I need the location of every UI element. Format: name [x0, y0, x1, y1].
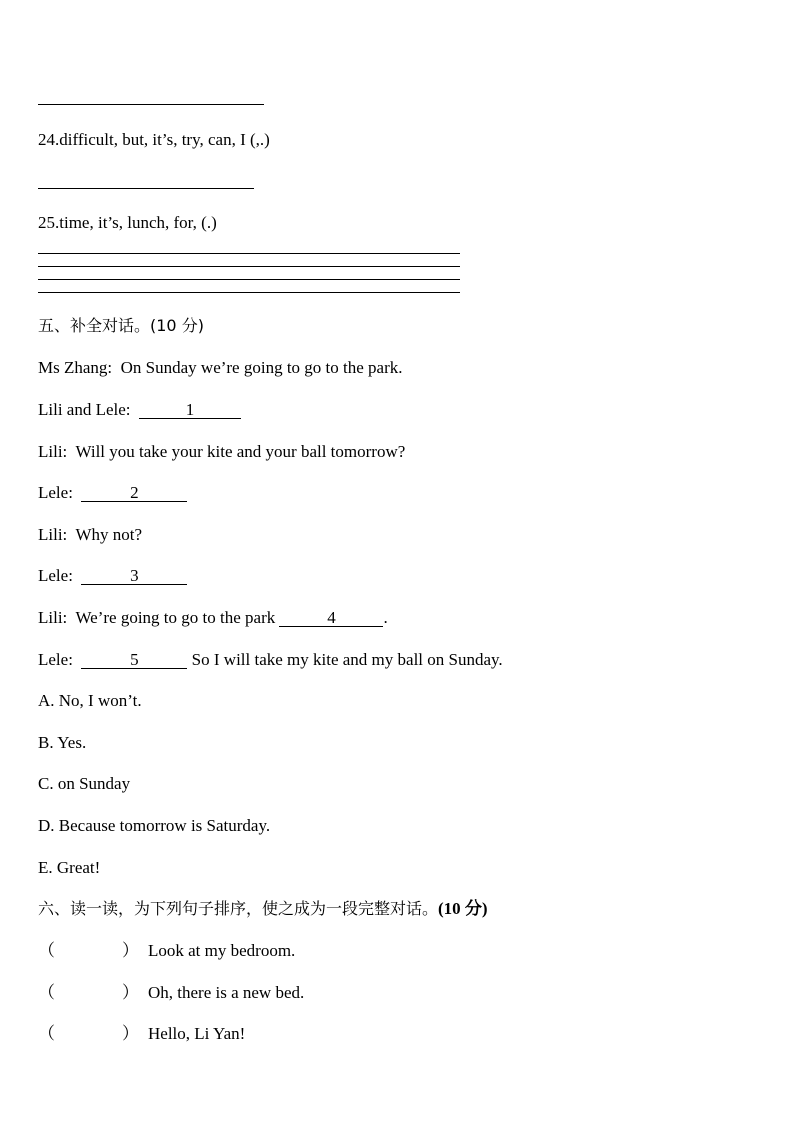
speaker-label: Lili:: [38, 608, 68, 627]
dialogue-line-2: [38, 400, 241, 420]
answer-line-25d: [38, 292, 460, 293]
close-paren: ）: [122, 1024, 139, 1043]
section-6-score: (10 分): [438, 899, 488, 918]
answer-blank-3[interactable]: 3: [81, 567, 187, 585]
ordering-item-2: [38, 983, 304, 1003]
speaker-label: Lele:: [38, 650, 73, 669]
answer-line-24: [38, 188, 254, 189]
punctuation: .: [383, 608, 388, 627]
option-e: E. Great!: [38, 858, 101, 877]
speaker-label: Lele:: [38, 483, 73, 502]
dialogue-text: Why not?: [75, 525, 143, 544]
dialogue-text: So I will take my kite and my ball on Sunday.: [191, 650, 503, 669]
section-5-heading: 五、补全对话。(10 分): [38, 316, 204, 335]
dialogue-text: On Sunday we’re going to go to the park.: [120, 358, 403, 377]
answer-blank-5[interactable]: 5: [81, 651, 187, 669]
answer-blank-4[interactable]: 4: [279, 609, 383, 627]
answer-line-23: [38, 104, 264, 105]
ordering-text: Oh, there is a new bed.: [148, 983, 305, 1002]
dialogue-line-8: [38, 650, 503, 670]
section-6-title: 六、读一读，为下列句子排序，使之成为一段完整对话。: [38, 899, 439, 918]
answer-line-25c: [38, 279, 460, 280]
speaker-label: Lili:: [38, 525, 68, 544]
close-paren: ）: [122, 941, 139, 960]
dialogue-text: We’re going to go to the park: [75, 608, 276, 627]
dialogue-text: Will you take your kite and your ball tomorrow?: [75, 442, 406, 461]
dialogue-line-6: [38, 566, 187, 586]
dialogue-line-4: [38, 483, 187, 503]
answer-line-25b: [38, 266, 460, 267]
option-d: D. Because tomorrow is Saturday.: [38, 816, 271, 835]
question-24: 24.difficult, but, it’s, try, can, I (,.): [38, 130, 270, 149]
ordering-item-3: [38, 1024, 245, 1044]
section-6-heading: [38, 899, 488, 919]
speaker-label: Lele:: [38, 566, 73, 585]
ordering-item-1: [38, 941, 295, 961]
answer-blank-2[interactable]: 2: [81, 484, 187, 502]
dialogue-line-7: [38, 608, 388, 628]
dialogue-line-1: [38, 358, 403, 378]
speaker-label: Lili and Lele:: [38, 400, 131, 419]
open-paren: （: [38, 983, 55, 1002]
open-paren: （: [38, 1024, 55, 1043]
option-a: A. No, I won’t.: [38, 691, 142, 710]
answer-line-25a: [38, 253, 460, 254]
answer-blank-1[interactable]: 1: [139, 401, 241, 419]
ordering-text: Hello, Li Yan!: [148, 1024, 246, 1043]
option-c: C. on Sunday: [38, 774, 131, 793]
speaker-label: Lili:: [38, 442, 68, 461]
open-paren: （: [38, 941, 55, 960]
ordering-text: Look at my bedroom.: [148, 941, 296, 960]
dialogue-line-3: [38, 442, 405, 462]
close-paren: ）: [122, 983, 139, 1002]
dialogue-line-5: [38, 525, 142, 545]
speaker-label: Ms Zhang:: [38, 358, 113, 377]
option-b: B. Yes.: [38, 733, 87, 752]
question-25: 25.time, it’s, lunch, for, (.): [38, 213, 217, 232]
